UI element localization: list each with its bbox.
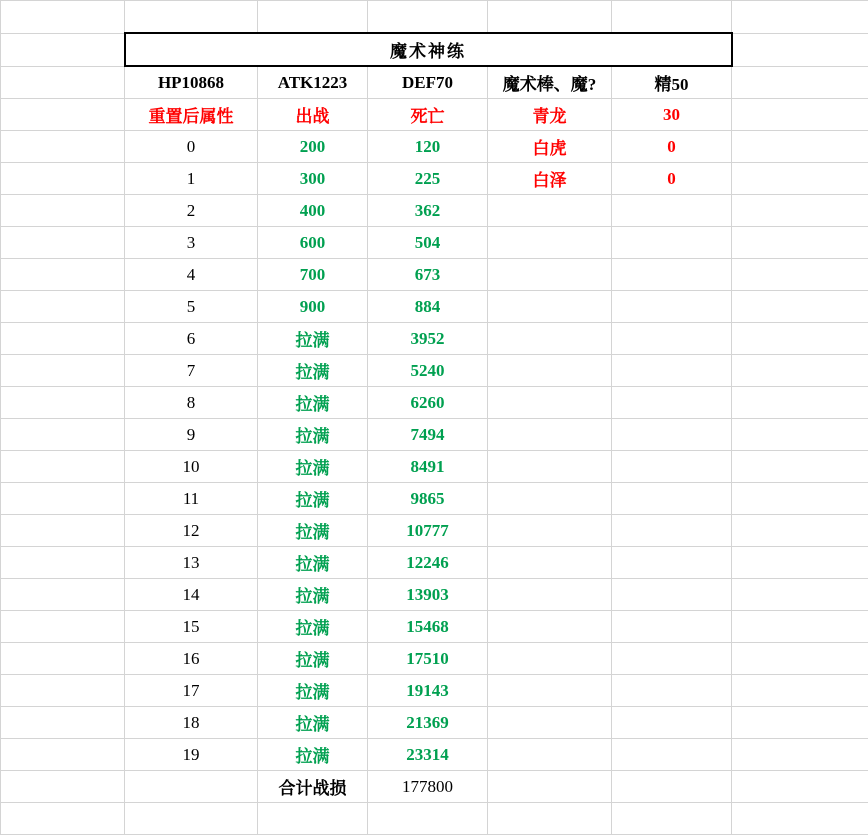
row-level[interactable]: 14	[125, 579, 258, 611]
table-row	[1, 355, 868, 387]
cell-empty[interactable]	[732, 1, 868, 34]
cell-empty[interactable]	[488, 707, 612, 739]
cell-empty[interactable]	[612, 483, 732, 515]
table-row	[1, 483, 868, 515]
cell-empty[interactable]	[732, 259, 868, 291]
cell-empty[interactable]	[1, 227, 125, 259]
row-atk[interactable]: 拉满	[258, 611, 368, 643]
cell-empty[interactable]	[488, 451, 612, 483]
row-level[interactable]: 9	[125, 419, 258, 451]
table-row	[1, 227, 868, 259]
cell-empty[interactable]	[488, 483, 612, 515]
cell-empty[interactable]	[612, 707, 732, 739]
cell-empty[interactable]	[732, 195, 868, 227]
cell-empty[interactable]	[488, 387, 612, 419]
cell-empty[interactable]	[612, 771, 732, 803]
row-dmg[interactable]: 504	[368, 227, 488, 259]
cell-empty[interactable]	[488, 643, 612, 675]
row-level[interactable]: 11	[125, 483, 258, 515]
cell-empty[interactable]	[612, 195, 732, 227]
cell-empty[interactable]	[612, 1, 732, 34]
total-label[interactable]: 合计战损	[258, 771, 368, 803]
row-atk[interactable]: 拉满	[258, 643, 368, 675]
row-dmg[interactable]: 225	[368, 163, 488, 195]
cell-empty[interactable]	[732, 611, 868, 643]
cell-empty[interactable]	[368, 803, 488, 835]
row-atk[interactable]: 700	[258, 259, 368, 291]
table-row	[1, 419, 868, 451]
cell-empty[interactable]	[1, 355, 125, 387]
beast-value-1[interactable]: 0	[612, 131, 732, 163]
row-atk[interactable]: 拉满	[258, 323, 368, 355]
beast-name-0[interactable]: 青龙	[488, 99, 612, 131]
cell-empty[interactable]	[612, 803, 732, 835]
table-row	[1, 803, 868, 835]
row-level[interactable]: 17	[125, 675, 258, 707]
row-dmg[interactable]: 7494	[368, 419, 488, 451]
row-dmg[interactable]: 120	[368, 131, 488, 163]
row-dmg[interactable]: 10777	[368, 515, 488, 547]
cell-empty[interactable]	[732, 355, 868, 387]
cell-empty[interactable]	[732, 771, 868, 803]
cell-empty[interactable]	[1, 483, 125, 515]
row-dmg[interactable]: 13903	[368, 579, 488, 611]
row-atk[interactable]: 拉满	[258, 355, 368, 387]
cell-empty[interactable]	[732, 675, 868, 707]
header-atk[interactable]: ATK1223	[258, 66, 368, 99]
cell-empty[interactable]	[1, 643, 125, 675]
cell-empty[interactable]	[732, 547, 868, 579]
cell-empty[interactable]	[1, 99, 125, 131]
cell-empty[interactable]	[732, 739, 868, 771]
beast-name-2[interactable]: 白泽	[488, 163, 612, 195]
cell-empty[interactable]	[488, 227, 612, 259]
row-dmg[interactable]: 673	[368, 259, 488, 291]
total-value[interactable]: 177800	[368, 771, 488, 803]
table-row	[1, 739, 868, 771]
table-row	[1, 547, 868, 579]
cell-empty[interactable]	[488, 515, 612, 547]
cell-empty[interactable]	[1, 515, 125, 547]
row-level[interactable]: 7	[125, 355, 258, 387]
cell-empty[interactable]	[732, 33, 868, 66]
row-level[interactable]: 1	[125, 163, 258, 195]
row-atk[interactable]: 300	[258, 163, 368, 195]
cell-empty[interactable]	[612, 227, 732, 259]
row-dmg[interactable]: 15468	[368, 611, 488, 643]
cell-empty[interactable]	[1, 771, 125, 803]
beast-value-2[interactable]: 0	[612, 163, 732, 195]
beast-name-1[interactable]: 白虎	[488, 131, 612, 163]
table-row	[1, 611, 868, 643]
cell-empty[interactable]	[1, 611, 125, 643]
cell-empty[interactable]	[732, 579, 868, 611]
cell-empty[interactable]	[732, 803, 868, 835]
row-atk[interactable]: 拉满	[258, 579, 368, 611]
cell-empty[interactable]	[1, 419, 125, 451]
table-row-subheaders	[1, 99, 868, 131]
cell-empty[interactable]	[125, 771, 258, 803]
row-atk[interactable]: 拉满	[258, 739, 368, 771]
beast-value-0[interactable]: 30	[612, 99, 732, 131]
cell-empty[interactable]	[488, 259, 612, 291]
row-dmg[interactable]: 23314	[368, 739, 488, 771]
cell-empty[interactable]	[1, 131, 125, 163]
cell-empty[interactable]	[732, 131, 868, 163]
cell-empty[interactable]	[1, 66, 125, 99]
header-hp[interactable]: HP10868	[125, 66, 258, 99]
cell-empty[interactable]	[488, 1, 612, 34]
table-row	[1, 515, 868, 547]
cell-empty[interactable]	[488, 323, 612, 355]
cell-empty[interactable]	[612, 739, 732, 771]
cell-empty[interactable]	[732, 163, 868, 195]
table-row	[1, 707, 868, 739]
subheader-death[interactable]: 死亡	[368, 99, 488, 131]
cell-empty[interactable]	[732, 451, 868, 483]
cell-empty[interactable]	[732, 643, 868, 675]
row-level[interactable]: 3	[125, 227, 258, 259]
row-atk[interactable]: 拉满	[258, 515, 368, 547]
row-dmg[interactable]: 12246	[368, 547, 488, 579]
cell-empty[interactable]	[1, 739, 125, 771]
row-atk[interactable]: 900	[258, 291, 368, 323]
cell-empty[interactable]	[612, 579, 732, 611]
cell-empty[interactable]	[488, 579, 612, 611]
table-row	[1, 675, 868, 707]
table-row-title	[1, 33, 868, 66]
cell-empty[interactable]	[125, 803, 258, 835]
cell-empty[interactable]	[488, 291, 612, 323]
table-row	[1, 387, 868, 419]
row-dmg[interactable]: 9865	[368, 483, 488, 515]
header-spirit[interactable]: 精50	[612, 66, 732, 99]
cell-empty[interactable]	[125, 1, 258, 34]
row-atk[interactable]: 600	[258, 227, 368, 259]
cell-empty[interactable]	[488, 547, 612, 579]
cell-empty[interactable]	[1, 451, 125, 483]
row-atk[interactable]: 拉满	[258, 483, 368, 515]
cell-empty[interactable]	[612, 547, 732, 579]
cell-empty[interactable]	[258, 803, 368, 835]
cell-empty[interactable]	[1, 675, 125, 707]
cell-empty[interactable]	[488, 803, 612, 835]
table-row	[1, 579, 868, 611]
cell-empty[interactable]	[612, 451, 732, 483]
row-dmg[interactable]: 17510	[368, 643, 488, 675]
cell-empty[interactable]	[488, 739, 612, 771]
row-level[interactable]: 6	[125, 323, 258, 355]
cell-empty[interactable]	[732, 387, 868, 419]
cell-empty[interactable]	[612, 259, 732, 291]
cell-empty[interactable]	[612, 611, 732, 643]
row-level[interactable]: 5	[125, 291, 258, 323]
row-level[interactable]: 4	[125, 259, 258, 291]
row-dmg[interactable]: 3952	[368, 323, 488, 355]
subheader-reset-attr[interactable]: 重置后属性	[125, 99, 258, 131]
table-row	[1, 323, 868, 355]
row-dmg[interactable]: 6260	[368, 387, 488, 419]
cell-empty[interactable]	[732, 66, 868, 99]
cell-empty[interactable]	[612, 515, 732, 547]
cell-empty[interactable]	[1, 323, 125, 355]
cell-empty[interactable]	[732, 515, 868, 547]
cell-empty[interactable]	[732, 419, 868, 451]
cell-empty[interactable]	[488, 355, 612, 387]
row-dmg[interactable]: 5240	[368, 355, 488, 387]
cell-empty[interactable]	[1, 387, 125, 419]
cell-empty[interactable]	[612, 419, 732, 451]
cell-empty[interactable]	[258, 1, 368, 34]
row-level[interactable]: 13	[125, 547, 258, 579]
cell-empty[interactable]	[1, 579, 125, 611]
row-atk[interactable]: 拉满	[258, 387, 368, 419]
cell-empty[interactable]	[732, 99, 868, 131]
header-items[interactable]: 魔术棒、魔?	[488, 66, 612, 99]
cell-empty[interactable]	[612, 355, 732, 387]
cell-empty[interactable]	[1, 33, 125, 66]
cell-empty[interactable]	[1, 195, 125, 227]
table-row	[1, 451, 868, 483]
row-level[interactable]: 12	[125, 515, 258, 547]
table-row	[1, 163, 868, 195]
cell-empty[interactable]	[488, 675, 612, 707]
cell-empty[interactable]	[732, 227, 868, 259]
row-level[interactable]: 10	[125, 451, 258, 483]
row-dmg[interactable]: 362	[368, 195, 488, 227]
row-atk[interactable]: 拉满	[258, 451, 368, 483]
cell-empty[interactable]	[612, 323, 732, 355]
cell-empty[interactable]	[732, 483, 868, 515]
row-level[interactable]: 2	[125, 195, 258, 227]
row-level[interactable]: 16	[125, 643, 258, 675]
row-atk[interactable]: 拉满	[258, 547, 368, 579]
cell-empty[interactable]	[612, 291, 732, 323]
cell-empty[interactable]	[732, 291, 868, 323]
row-atk[interactable]: 400	[258, 195, 368, 227]
row-level[interactable]: 15	[125, 611, 258, 643]
cell-empty[interactable]	[488, 611, 612, 643]
cell-empty[interactable]	[488, 195, 612, 227]
cell-empty[interactable]	[1, 259, 125, 291]
subheader-battle[interactable]: 出战	[258, 99, 368, 131]
row-atk[interactable]: 拉满	[258, 675, 368, 707]
cell-empty[interactable]	[732, 323, 868, 355]
table-row	[1, 195, 868, 227]
cell-empty[interactable]	[368, 1, 488, 34]
cell-empty[interactable]	[1, 291, 125, 323]
row-atk[interactable]: 拉满	[258, 419, 368, 451]
row-level[interactable]: 18	[125, 707, 258, 739]
table-row-total	[1, 771, 868, 803]
cell-empty[interactable]	[1, 707, 125, 739]
row-dmg[interactable]: 8491	[368, 451, 488, 483]
row-level[interactable]: 19	[125, 739, 258, 771]
table-row	[1, 1, 868, 34]
table-row	[1, 643, 868, 675]
cell-empty[interactable]	[612, 643, 732, 675]
table-row-headers	[1, 66, 868, 99]
table-row	[1, 259, 868, 291]
cell-empty[interactable]	[1, 803, 125, 835]
cell-empty[interactable]	[612, 387, 732, 419]
cell-empty[interactable]	[612, 675, 732, 707]
row-dmg[interactable]: 21369	[368, 707, 488, 739]
table-row	[1, 291, 868, 323]
row-dmg[interactable]: 884	[368, 291, 488, 323]
cell-empty[interactable]	[1, 1, 125, 34]
page-title[interactable]: 魔术神练	[125, 33, 732, 66]
row-atk[interactable]: 拉满	[258, 707, 368, 739]
cell-empty[interactable]	[488, 771, 612, 803]
row-dmg[interactable]: 19143	[368, 675, 488, 707]
cell-empty[interactable]	[732, 707, 868, 739]
cell-empty[interactable]	[1, 547, 125, 579]
cell-empty[interactable]	[488, 419, 612, 451]
row-atk[interactable]: 200	[258, 131, 368, 163]
row-level[interactable]: 8	[125, 387, 258, 419]
cell-empty[interactable]	[1, 163, 125, 195]
table-row	[1, 131, 868, 163]
header-def[interactable]: DEF70	[368, 66, 488, 99]
row-level[interactable]: 0	[125, 131, 258, 163]
